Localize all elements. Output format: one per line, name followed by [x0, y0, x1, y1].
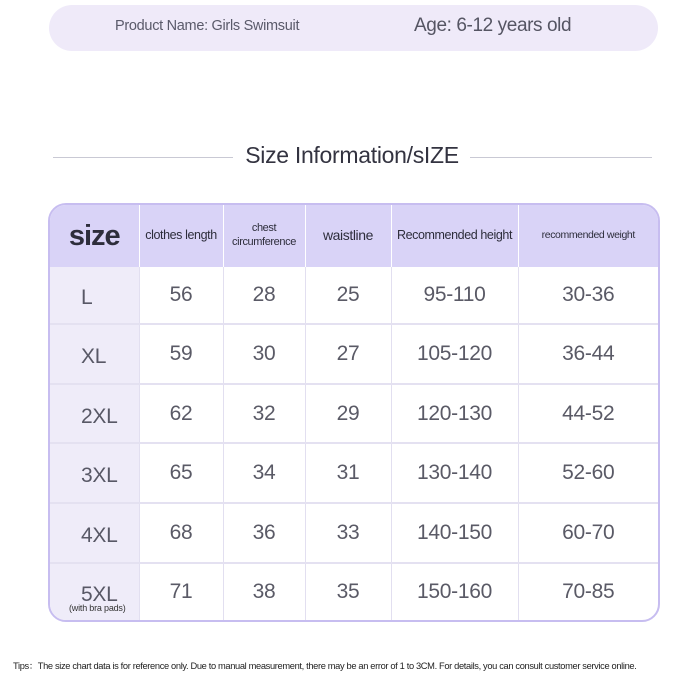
clothes-length-cell: 65 — [139, 443, 223, 503]
product-info-bar — [49, 5, 658, 51]
chest-cell: 38 — [223, 563, 305, 620]
weight-cell: 44-52 — [518, 384, 658, 444]
table-row — [50, 563, 658, 620]
clothes-length-cell: 56 — [139, 267, 223, 324]
section-title: Size Information/sIZE — [245, 142, 459, 168]
header-chest-circumference: chest circumference — [223, 205, 305, 267]
table-row — [50, 503, 658, 563]
waist-cell: 25 — [305, 267, 391, 324]
header-recommended-height: Recommended height — [391, 205, 518, 267]
product-name: Product Name: Girls Swimsuit — [115, 18, 300, 34]
clothes-length-cell: 71 — [139, 563, 223, 620]
table-header-row — [50, 205, 658, 267]
header-waistline: waistline — [305, 205, 391, 267]
size-cell — [50, 563, 139, 620]
title-divider-right — [470, 157, 652, 158]
height-cell: 120-130 — [391, 384, 518, 444]
size-cell — [50, 503, 139, 563]
chest-cell: 36 — [223, 503, 305, 563]
size-label: XL — [81, 345, 107, 369]
size-label: 5XL — [81, 582, 118, 606]
waist-cell: 27 — [305, 324, 391, 384]
waist-cell: 33 — [305, 503, 391, 563]
height-cell: 140-150 — [391, 503, 518, 563]
bra-pads-note: (with bra pads) — [69, 603, 126, 613]
weight-cell: 60-70 — [518, 503, 658, 563]
size-label: L — [81, 286, 93, 310]
weight-cell: 52-60 — [518, 443, 658, 503]
clothes-length-cell: 68 — [139, 503, 223, 563]
chest-cell: 28 — [223, 267, 305, 324]
clothes-length-cell: 62 — [139, 384, 223, 444]
size-cell — [50, 267, 139, 324]
waist-cell: 35 — [305, 563, 391, 620]
table-row — [50, 443, 658, 503]
weight-cell: 70-85 — [562, 579, 615, 603]
tips-note: Tips：The size chart data is for reference only. Due to manual measurement, there may be an error of 1 to 3CM. For details, you can consult customer service online. — [13, 661, 637, 671]
header-size: size — [50, 205, 139, 267]
table-row — [50, 324, 658, 384]
weight-cell: 30-36 — [518, 267, 658, 324]
weight-cell: 36-44 — [518, 324, 658, 384]
height-cell: 130-140 — [391, 443, 518, 503]
table-row — [50, 384, 658, 444]
chest-cell: 30 — [223, 324, 305, 384]
size-cell — [50, 384, 139, 444]
age-range: Age: 6-12 years old — [414, 15, 572, 36]
waist-cell: 29 — [305, 384, 391, 444]
table-row — [50, 267, 658, 324]
size-cell — [50, 324, 139, 384]
size-chart-table — [48, 203, 660, 622]
chest-cell: 32 — [223, 384, 305, 444]
height-cell: 105-120 — [391, 324, 518, 384]
size-label: 4XL — [81, 523, 118, 547]
chest-cell: 34 — [223, 443, 305, 503]
header-clothes-length: clothes length — [139, 205, 223, 267]
size-label: 3XL — [81, 464, 118, 488]
header-recommended-weight: recommended weight — [518, 205, 658, 267]
size-cell — [50, 443, 139, 503]
waist-cell: 31 — [305, 443, 391, 503]
size-label: 2XL — [81, 404, 118, 428]
height-cell: 95-110 — [391, 267, 518, 324]
clothes-length-cell: 59 — [139, 324, 223, 384]
height-cell: 150-160 — [391, 563, 518, 620]
